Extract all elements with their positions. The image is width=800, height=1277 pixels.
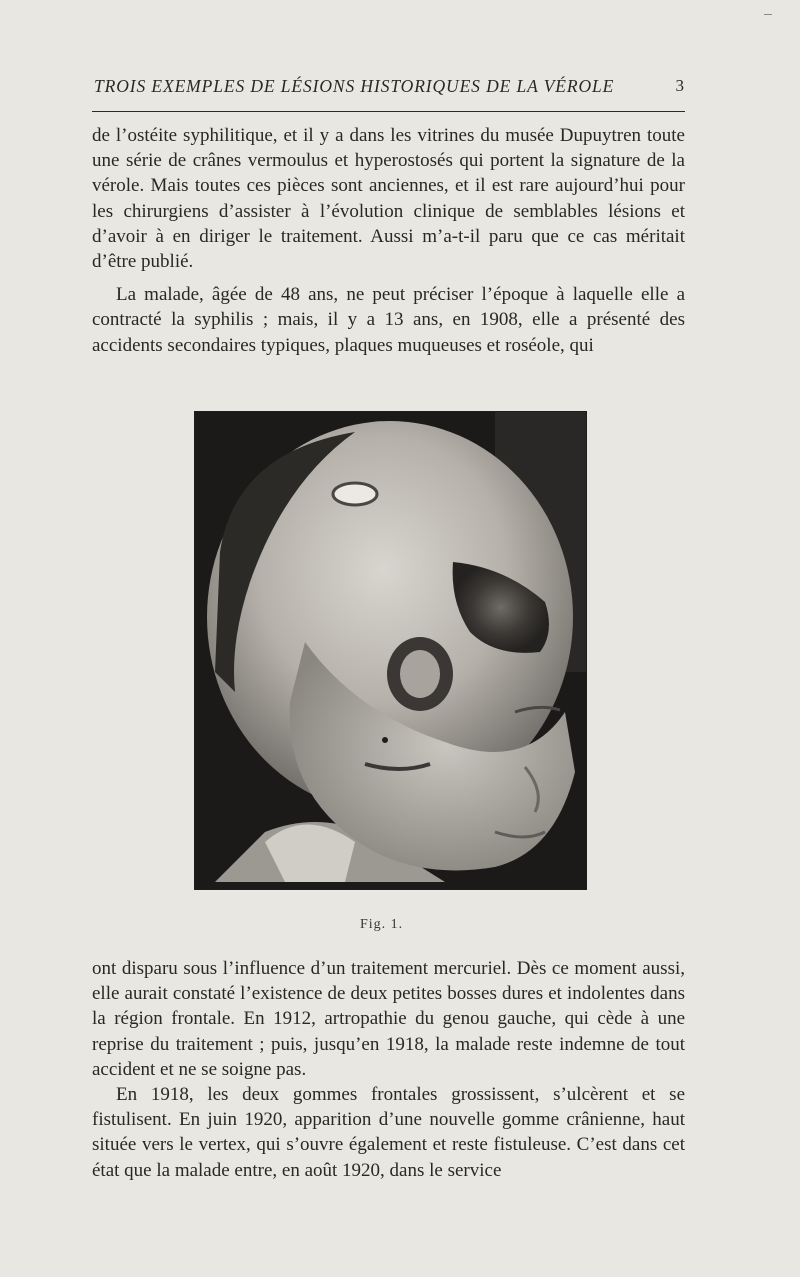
body-paragraph-gummas: En 1918, les deux gommes frontales grossissent, s’ulcèrent et se fistulisent. En juin 1920, apparition d’une nouvelle gomme crânienne, haut située vers le vertex, qui s’ouvre également et reste fistuleuse. C’est dans cet état que la malade entre, en août 1920, dans le service <box>92 1084 685 1181</box>
skin-spot <box>382 737 388 743</box>
body-paragraph-treatment-history: ont disparu sous l’influence d’un traitement mercuriel. Dès ce moment aussi, elle aurait constaté l’existence de deux petites bosses dures et indolentes dans la région frontale. En 1912, artropathie du genou gauche, qui cède à une reprise du traitement ; puis, jusqu’en 1918, la malade reste indemne de tout accident et ne se soigne pas. <box>92 958 685 1080</box>
figure-photograph <box>194 411 587 890</box>
page-corner-mark <box>764 14 772 15</box>
frontal-ulcer-left-center <box>400 650 440 698</box>
page-number: 3 <box>675 76 684 95</box>
running-title: TROIS EXEMPLES DE LÉSIONS HISTORIQUES DE LA VÉROLE <box>94 76 615 96</box>
header-rule <box>92 111 685 112</box>
body-paragraph-patient-history: La malade, âgée de 48 ans, ne peut préciser l’époque à laquelle elle a contracté la syphilis ; mais, il y a 13 ans, en 1908, elle a présenté des accidents secondaires typiques, plaques muqueuses et roséole, qui <box>92 284 685 356</box>
body-paragraph-continuation: de l’ostéite syphilitique, et il y a dans les vitrines du musée Dupuytren toute une série de crânes vermoulus et hyperostosés qui portent la signature de la vérole. Mais toutes ces pièces sont anciennes, et il est rare aujourd’hui pour les chirurgiens d’assister à l’évolution clinique de semblables lésions et d’avoir à en diriger le traitement. Aussi m’a-t-il paru que ce cas méritait d’être publié. <box>92 125 685 273</box>
vertex-fistula <box>333 483 377 505</box>
lower-text-block <box>92 956 685 1183</box>
upper-text-block <box>92 123 685 358</box>
figure-caption: Fig. 1. <box>360 917 404 932</box>
running-header <box>94 76 684 100</box>
patient-head-photograph <box>195 412 586 889</box>
